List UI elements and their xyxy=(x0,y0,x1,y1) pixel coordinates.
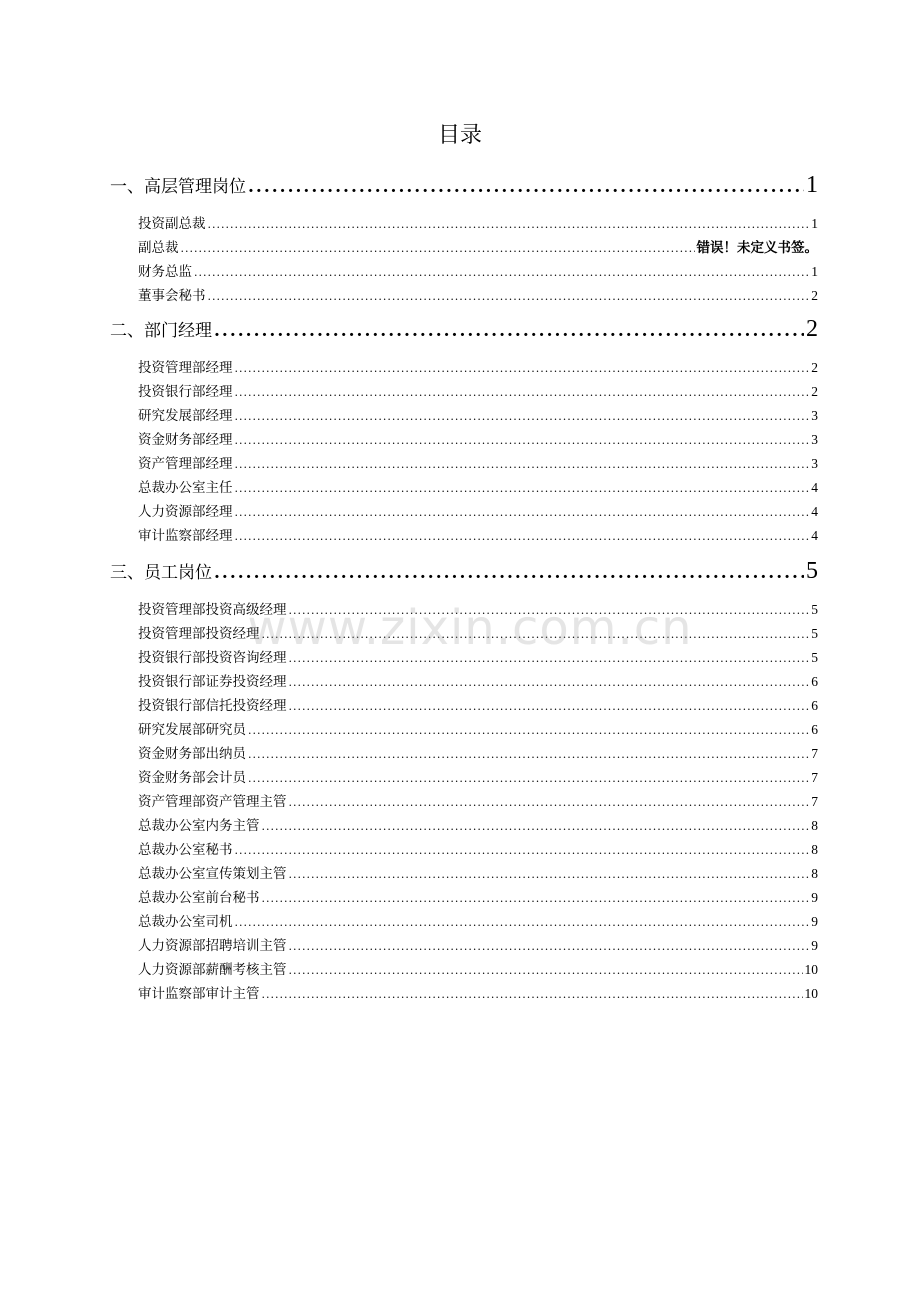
toc-item-label: 财务总监 xyxy=(138,264,192,280)
toc-item-page: 6 xyxy=(811,698,818,713)
toc-leader xyxy=(262,628,810,641)
toc-heading[interactable] xyxy=(110,316,818,343)
toc-title: 目录 xyxy=(437,123,482,148)
toc-item[interactable] xyxy=(138,718,818,738)
toc-leader xyxy=(248,748,809,761)
toc-leader xyxy=(235,362,810,375)
toc-item[interactable] xyxy=(138,476,818,496)
toc-item-page: 3 xyxy=(811,456,818,471)
toc-heading-page: 2 xyxy=(806,316,818,342)
toc-item-page: 8 xyxy=(811,866,818,881)
toc-leader xyxy=(289,604,810,617)
toc-item-page: 6 xyxy=(811,674,818,689)
toc-item[interactable] xyxy=(138,622,818,642)
toc-leader xyxy=(181,242,695,255)
toc-item-label: 投资银行部经理 xyxy=(138,384,233,400)
toc-heading-label: 二、部门经理 xyxy=(110,321,212,341)
toc-item-label: 人力资源部招聘培训主管 xyxy=(138,938,287,954)
toc-item-label: 资产管理部资产管理主管 xyxy=(138,794,287,810)
toc-item[interactable] xyxy=(138,934,818,954)
toc-item-page: 2 xyxy=(811,288,818,303)
toc-leader xyxy=(235,482,810,495)
toc-item[interactable] xyxy=(138,958,818,978)
toc-item-label: 副总裁 xyxy=(138,240,179,256)
toc-item-label: 总裁办公室秘书 xyxy=(138,842,233,858)
toc-heading-page: 5 xyxy=(806,558,818,584)
toc-item-page: 10 xyxy=(804,962,818,977)
toc-leader xyxy=(235,916,810,929)
toc-item-page: 4 xyxy=(811,528,818,543)
toc-leader xyxy=(194,266,809,279)
toc-item[interactable] xyxy=(138,380,818,400)
toc-item-page: 9 xyxy=(811,890,818,905)
toc-item-label: 研究发展部研究员 xyxy=(138,722,246,738)
toc-item-page: 5 xyxy=(811,650,818,665)
toc-item-page: 9 xyxy=(811,938,818,953)
toc-item-label: 总裁办公室司机 xyxy=(138,914,233,930)
toc-leader xyxy=(235,458,810,471)
toc-item-label: 审计监察部审计主管 xyxy=(138,986,260,1002)
toc-item-page: 8 xyxy=(811,818,818,833)
toc-item-page: 7 xyxy=(811,794,818,809)
toc-heading[interactable] xyxy=(110,172,818,199)
toc-item[interactable] xyxy=(138,982,818,1002)
toc-item[interactable] xyxy=(138,212,818,232)
toc-item-page: 7 xyxy=(811,770,818,785)
toc-heading-page: 1 xyxy=(806,172,818,198)
toc-item[interactable] xyxy=(138,356,818,376)
toc-leader xyxy=(235,530,810,543)
toc-item-page: 4 xyxy=(811,504,818,519)
toc-item[interactable] xyxy=(138,236,818,256)
toc-item[interactable] xyxy=(138,500,818,520)
toc-item-label: 总裁办公室主任 xyxy=(138,480,233,496)
toc-item-label: 投资管理部经理 xyxy=(138,360,233,376)
toc-heading-label: 一、高层管理岗位 xyxy=(110,177,246,197)
toc-item[interactable] xyxy=(138,428,818,448)
toc-item-page: 4 xyxy=(811,480,818,495)
toc-item-label: 投资管理部投资高级经理 xyxy=(138,602,287,618)
toc-item-label: 研究发展部经理 xyxy=(138,408,233,424)
toc-leader xyxy=(289,700,810,713)
toc-item-page: 1 xyxy=(811,264,818,279)
toc-leader xyxy=(289,796,810,809)
toc-item[interactable] xyxy=(138,452,818,472)
toc-leader xyxy=(248,772,809,785)
toc-leader xyxy=(289,676,810,689)
toc-item-page: 10 xyxy=(804,986,818,1001)
toc-item-label: 资金财务部经理 xyxy=(138,432,233,448)
toc-item-label: 资金财务部出纳员 xyxy=(138,746,246,762)
toc-leader xyxy=(289,652,810,665)
toc-item-page: 6 xyxy=(811,722,818,737)
toc-item-label: 总裁办公室宣传策划主管 xyxy=(138,866,287,882)
toc-item-label: 投资银行部证券投资经理 xyxy=(138,674,287,690)
toc-item-page: 3 xyxy=(811,432,818,447)
toc-item[interactable] xyxy=(138,910,818,930)
toc-leader xyxy=(235,844,810,857)
toc-item-label: 投资管理部投资经理 xyxy=(138,626,260,642)
toc-item-page: 3 xyxy=(811,408,818,423)
toc-item-label: 投资副总裁 xyxy=(138,216,206,232)
toc-item[interactable] xyxy=(138,742,818,762)
toc-leader xyxy=(289,940,810,953)
toc-leader xyxy=(235,410,810,423)
toc-item-page: 2 xyxy=(811,360,818,375)
toc-item-label: 人力资源部薪酬考核主管 xyxy=(138,962,287,978)
toc-item[interactable] xyxy=(138,886,818,906)
toc-item[interactable] xyxy=(138,260,818,280)
toc-leader xyxy=(208,290,810,303)
toc-item-label: 董事会秘书 xyxy=(138,288,206,304)
toc-item-label: 审计监察部经理 xyxy=(138,528,233,544)
toc-leader xyxy=(262,820,810,833)
toc-leader xyxy=(208,218,810,231)
toc-item-label: 总裁办公室前台秘书 xyxy=(138,890,260,906)
toc-item[interactable] xyxy=(138,862,818,882)
toc-leader xyxy=(262,988,803,1001)
toc-leader xyxy=(235,506,810,519)
toc-item-page: 8 xyxy=(811,842,818,857)
toc-leader xyxy=(248,724,809,737)
toc-leader xyxy=(289,964,803,977)
toc-item-page: 7 xyxy=(811,746,818,761)
toc-item[interactable] xyxy=(138,284,818,304)
toc-leader xyxy=(214,563,804,583)
toc-item-label: 投资银行部信托投资经理 xyxy=(138,698,287,714)
toc-item-page: 5 xyxy=(811,626,818,641)
toc-item-page: 9 xyxy=(811,914,818,929)
toc-item-page: 2 xyxy=(811,384,818,399)
toc-item[interactable] xyxy=(138,646,818,666)
toc-item-label: 投资银行部投资咨询经理 xyxy=(138,650,287,666)
toc-item-label: 资金财务部会计员 xyxy=(138,770,246,786)
toc-item[interactable] xyxy=(138,670,818,690)
toc-item-label: 人力资源部经理 xyxy=(138,504,233,520)
toc-leader xyxy=(214,321,804,341)
toc-item-label: 资产管理部经理 xyxy=(138,456,233,472)
watermark: www.zixin.com.cn xyxy=(247,600,693,656)
toc-item[interactable] xyxy=(138,838,818,858)
toc-item[interactable] xyxy=(138,694,818,714)
toc-leader xyxy=(235,434,810,447)
toc-item-error: 错误！未定义书签。 xyxy=(696,240,818,256)
toc-item-page: 1 xyxy=(811,216,818,231)
toc-heading-label: 三、员工岗位 xyxy=(110,563,212,583)
toc-item[interactable] xyxy=(138,404,818,424)
toc-item[interactable] xyxy=(138,598,818,618)
toc-leader xyxy=(248,177,804,197)
toc-leader xyxy=(289,868,810,881)
toc-item-label: 总裁办公室内务主管 xyxy=(138,818,260,834)
toc-heading[interactable] xyxy=(110,558,818,585)
toc-leader xyxy=(262,892,810,905)
toc-item[interactable] xyxy=(138,814,818,834)
toc-item[interactable] xyxy=(138,524,818,544)
toc-item[interactable] xyxy=(138,790,818,810)
toc-item[interactable] xyxy=(138,766,818,786)
toc-leader xyxy=(235,386,810,399)
toc-item-page: 5 xyxy=(811,602,818,617)
